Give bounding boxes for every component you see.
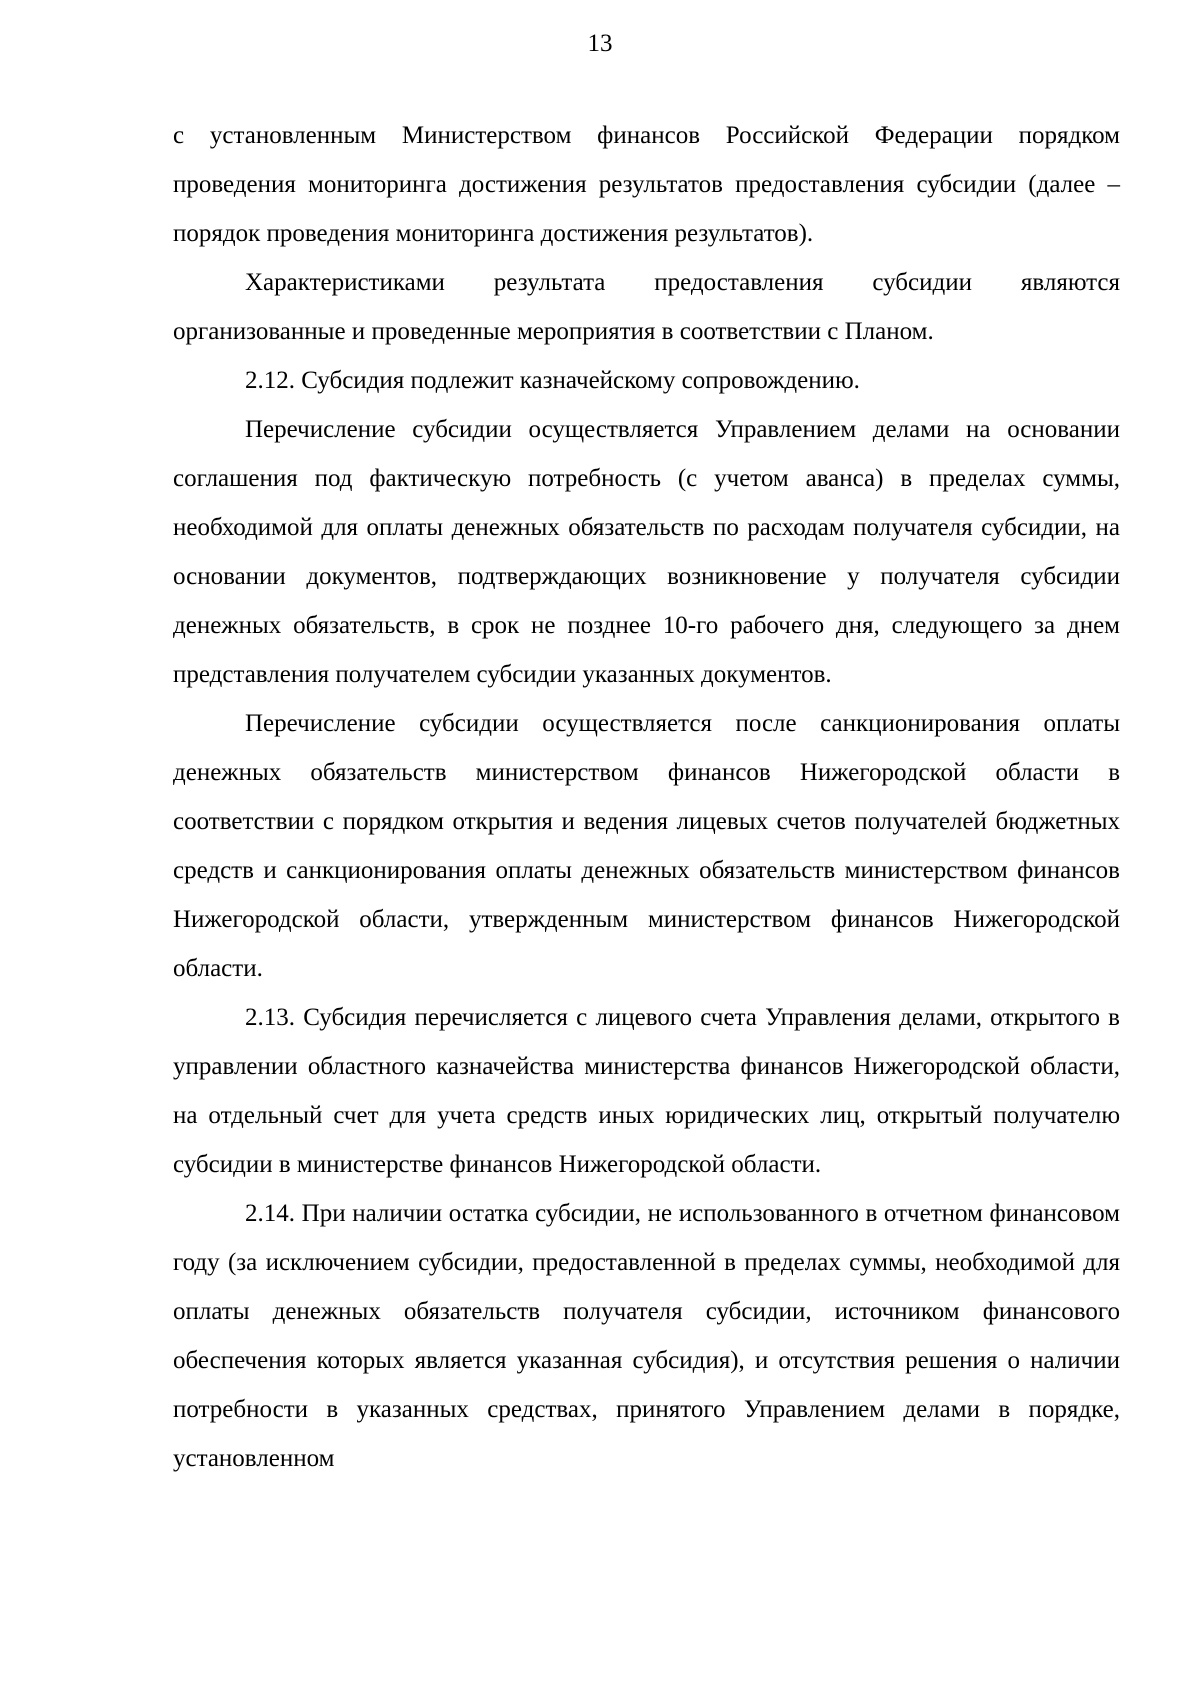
paragraph-2-12: 2.12. Субсидия подлежит казначейскому сопровождению. [245,367,860,394]
paragraph-continuation: с установленным Министерством финансов Российской Федерации порядком проведения мониторинга достижения результатов предоставления субсидии (далее – порядок проведения мониторинга достижения результатов). [173,122,1120,247]
paragraph-2-14: 2.14. При наличии остатка субсидии, не использованного в отчетном финансовом году (за исключением субсидии, предоставленной в пределах суммы, необходимой для оплаты денежных обязательств получателя субсидии, источником финансового обеспечения которых является указанная субсидия), и отсутствия решения о наличии потребности в указанных средствах, принятого Управлением делами в порядке, установленном [173,1200,1120,1472]
paragraph-2-13: 2.13. Субсидия перечисляется с лицевого счета Управления делами, открытого в управлении областного казначейства министерства финансов Нижегородской области, на отдельный счет для учета средств иных юридических лиц, открытый получателю субсидии в министерстве финансов Нижегородской области. [173,1004,1120,1178]
paragraph-transfer-basis: Перечисление субсидии осуществляется Управлением делами на основании соглашения под фактическую потребность (с учетом аванса) в пределах суммы, необходимой для оплаты денежных обязательств по расходам получателя субсидии, на основании документов, подтверждающих возникновение у получателя субсидии денежных обязательств, в срок не позднее 10-го рабочего дня, следующего за днем представления получателем субсидии указанных документов. [173,416,1120,688]
paragraph-transfer-authorization: Перечисление субсидии осуществляется после санкционирования оплаты денежных обязательств министерством финансов Нижегородской области в соответствии с порядком открытия и ведения лицевых счетов получателей бюджетных средств и санкционирования оплаты денежных обязательств министерством финансов Нижегородской области, утвержденным министерством финансов Нижегородской области. [173,710,1120,982]
page-number: 13 [587,30,613,57]
paragraph-result-characteristics: Характеристиками результата предоставления субсидии являются организованные и проведенные мероприятия в соответствии с Планом. [173,269,1120,345]
document-body [173,111,1120,1483]
